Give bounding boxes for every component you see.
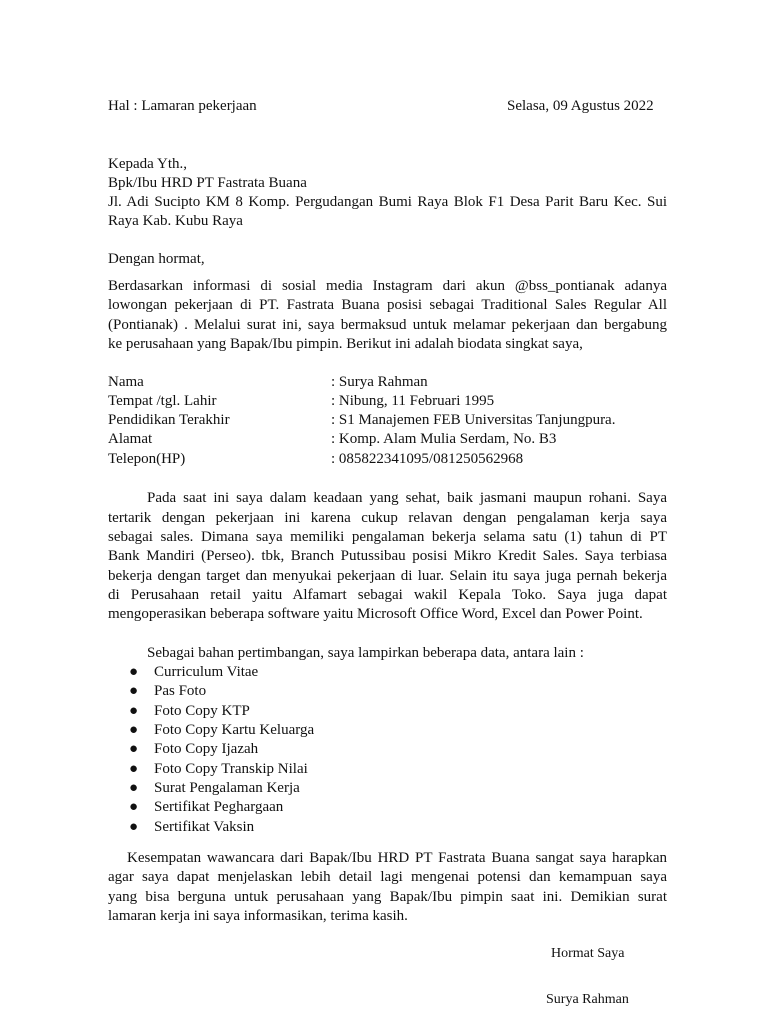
recipient-address-line: Raya Kab. Kubu Raya xyxy=(108,213,243,229)
biodata-label: Nama xyxy=(108,374,144,390)
bullet-icon: ● xyxy=(129,819,139,835)
biodata-label: Pendidikan Terakhir xyxy=(108,412,230,428)
closing-line: lamaran kerja ini saya informasikan, terima kasih. xyxy=(108,908,408,924)
intro-line: lowongan pekerjaan di PT. Fastrata Buana posisi sebagai Traditional Sales Regular All xyxy=(108,297,667,313)
greeting: Dengan hormat, xyxy=(108,251,205,267)
closing-line: yang bisa berguna untuk perusahaan yang Bapak/Ibu pimpin saat ini. Demikian surat xyxy=(108,889,667,905)
body-line: Bank Mandiri (Perseo). tbk, Branch Putussibau posisi Mikro Kredit Sales. Saya terbiasa xyxy=(108,548,667,564)
subject-line: Hal : Lamaran pekerjaan xyxy=(108,98,257,114)
attachment-item: Sertifikat Vaksin xyxy=(154,819,255,835)
attachment-item: Foto Copy KTP xyxy=(154,703,250,719)
bullet-icon: ● xyxy=(129,683,139,699)
bullet-icon: ● xyxy=(129,703,139,719)
biodata-value: : Komp. Alam Mulia Serdam, No. B3 xyxy=(331,431,557,447)
attachment-item: Curriculum Vitae xyxy=(154,664,259,680)
biodata-value: : Surya Rahman xyxy=(331,374,428,390)
biodata-label: Alamat xyxy=(108,431,153,447)
biodata-label: Tempat /tgl. Lahir xyxy=(108,393,217,409)
biodata-value: : Nibung, 11 Februari 1995 xyxy=(331,393,495,409)
intro-line: (Pontianak) . Melalui surat ini, saya bermaksud untuk melamar pekerjaan dan bergabung xyxy=(108,317,667,333)
bullet-icon: ● xyxy=(129,664,139,680)
attachment-item: Foto Copy Kartu Keluarga xyxy=(154,722,315,738)
body-line: mengoperasikan beberapa software yaitu Microsoft Office Word, Excel dan Power Point. xyxy=(108,606,643,622)
body-line: tertarik dengan pekerjaan ini karena cukup relavan dengan pengalaman kerja saya xyxy=(108,510,667,526)
body-line: Pada saat ini saya dalam keadaan yang sehat, baik jasmani maupun rohani. Saya xyxy=(147,490,667,506)
attachment-item: Surat Pengalaman Kerja xyxy=(154,780,300,796)
attachment-item: Foto Copy Ijazah xyxy=(154,741,259,757)
letter-date: Selasa, 09 Agustus 2022 xyxy=(507,98,654,114)
closing-line: Kesempatan wawancara dari Bapak/Ibu HRD PT Fastrata Buana sangat saya harapkan xyxy=(127,850,667,866)
bullet-icon: ● xyxy=(129,799,139,815)
body-line: di Perusahaan retail yaitu Alfamart sebagai wakil Kepala Toko. Saya juga dapat xyxy=(108,587,667,603)
bullet-icon: ● xyxy=(129,780,139,796)
body-line: bekerja dengan target dan menyukai pekerjaan di luar. Selain itu saya juga pernah bekerja xyxy=(108,568,667,584)
recipient-salutation: Kepada Yth., xyxy=(108,156,187,172)
bullet-icon: ● xyxy=(129,722,139,738)
biodata-value: : 085822341095/081250562968 xyxy=(331,451,524,467)
biodata-value: : S1 Manajemen FEB Universitas Tanjungpura. xyxy=(331,412,616,428)
attachment-item: Foto Copy Transkip Nilai xyxy=(154,761,308,777)
recipient-address-line: Jl. Adi Sucipto KM 8 Komp. Pergudangan Bumi Raya Blok F1 Desa Parit Baru Kec. Sui xyxy=(108,194,667,210)
closing-line: agar saya dapat menjelaskan lebih detail lagi mengenai potensi dan kemampuan saya xyxy=(108,869,667,885)
bullet-icon: ● xyxy=(129,741,139,757)
signature-name: Surya Rahman xyxy=(546,992,629,1007)
biodata-label: Telepon(HP) xyxy=(108,451,186,467)
attachment-item: Sertifikat Peghargaan xyxy=(154,799,284,815)
signature-salutation: Hormat Saya xyxy=(551,946,625,961)
body-line: sebagai sales. Dimana saya memiliki pengalaman bekerja selama satu (1) tahun di PT xyxy=(108,529,667,545)
attachments-intro: Sebagai bahan pertimbangan, saya lampirkan beberapa data, antara lain : xyxy=(147,645,584,661)
intro-line: ke perusahaan yang Bapak/Ibu pimpin. Berikut ini adalah biodata singkat saya, xyxy=(108,336,583,352)
bullet-icon: ● xyxy=(129,761,139,777)
intro-line: Berdasarkan informasi di sosial media Instagram dari akun @bss_pontianak adanya xyxy=(108,278,667,294)
recipient-name: Bpk/Ibu HRD PT Fastrata Buana xyxy=(108,175,307,191)
attachment-item: Pas Foto xyxy=(154,683,207,699)
